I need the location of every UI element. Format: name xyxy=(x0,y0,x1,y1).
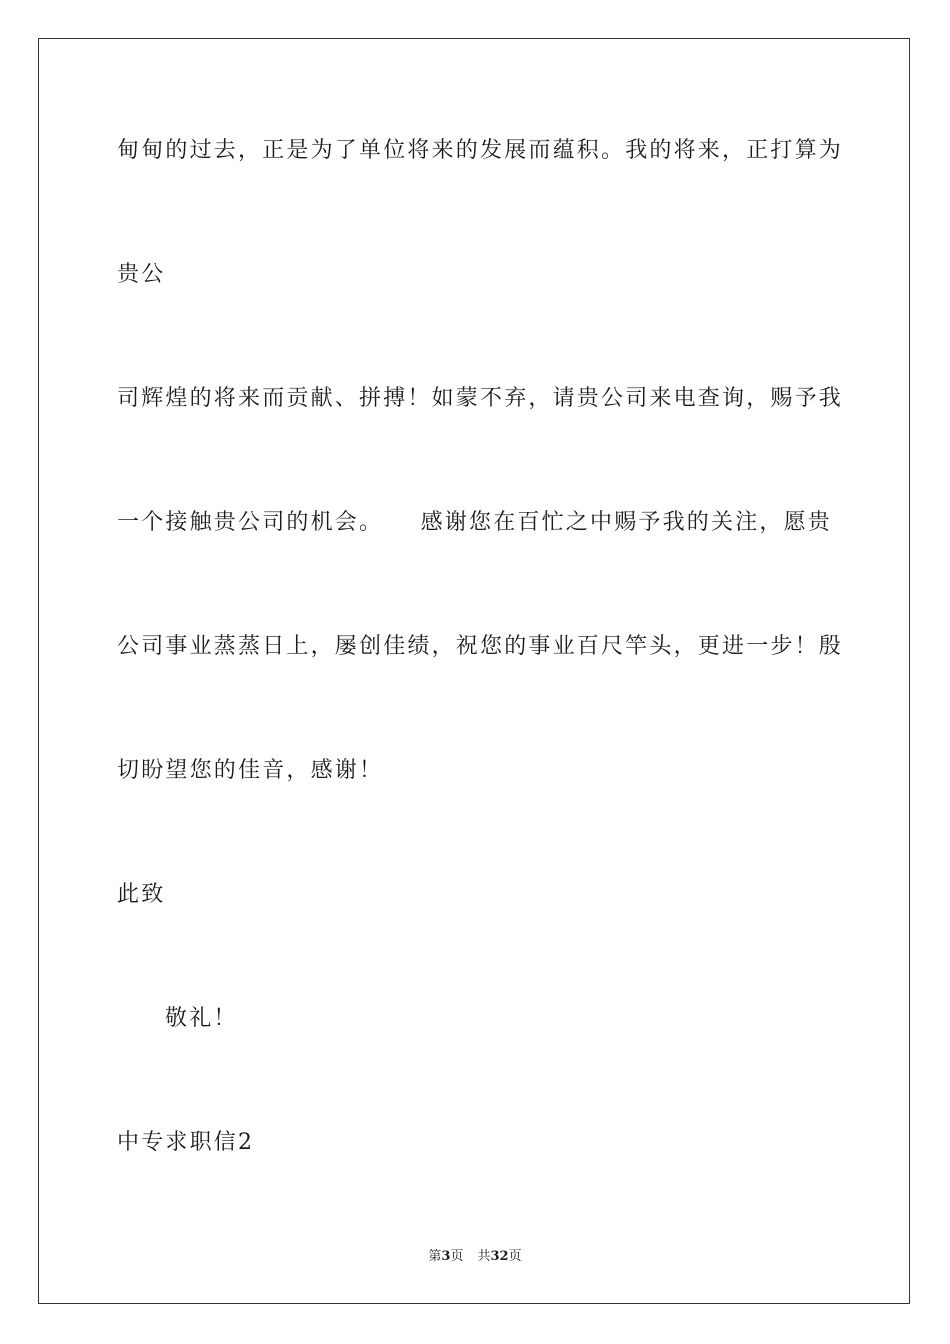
body-line-3: 司辉煌的将来而贡献、拼搏！如蒙不弃，请贵公司来电查询，赐予我 xyxy=(117,386,844,411)
body-line-6: 切盼望您的佳音，感谢！ xyxy=(117,758,384,783)
page-prefix: 第 xyxy=(428,1249,442,1264)
page-footer xyxy=(0,1248,950,1266)
body-line-4: 一个接触贵公司的机会。 感谢您在百忙之中赐予我的关注，愿贵 xyxy=(117,510,833,535)
closing-regards: 敬礼！ xyxy=(165,1006,238,1031)
body-line-5: 公司事业蒸蒸日上，屡创佳绩，祝您的事业百尺竿头，更进一步！殷 xyxy=(117,634,844,659)
body-line-1: 甸甸的过去，正是为了单位将来的发展而蕴积。我的将来，正打算为 xyxy=(117,138,844,163)
total-prefix: 共 xyxy=(477,1249,491,1264)
total-suffix: 页 xyxy=(508,1249,522,1264)
closing-salutation: 此致 xyxy=(117,882,166,907)
body-line-2: 贵公 xyxy=(117,262,166,287)
page-border xyxy=(38,38,910,1304)
page-suffix: 页 xyxy=(450,1249,464,1264)
page-current: 3 xyxy=(441,1249,451,1264)
page-total: 32 xyxy=(490,1249,509,1264)
section-heading: 中专求职信2 xyxy=(117,1130,255,1155)
